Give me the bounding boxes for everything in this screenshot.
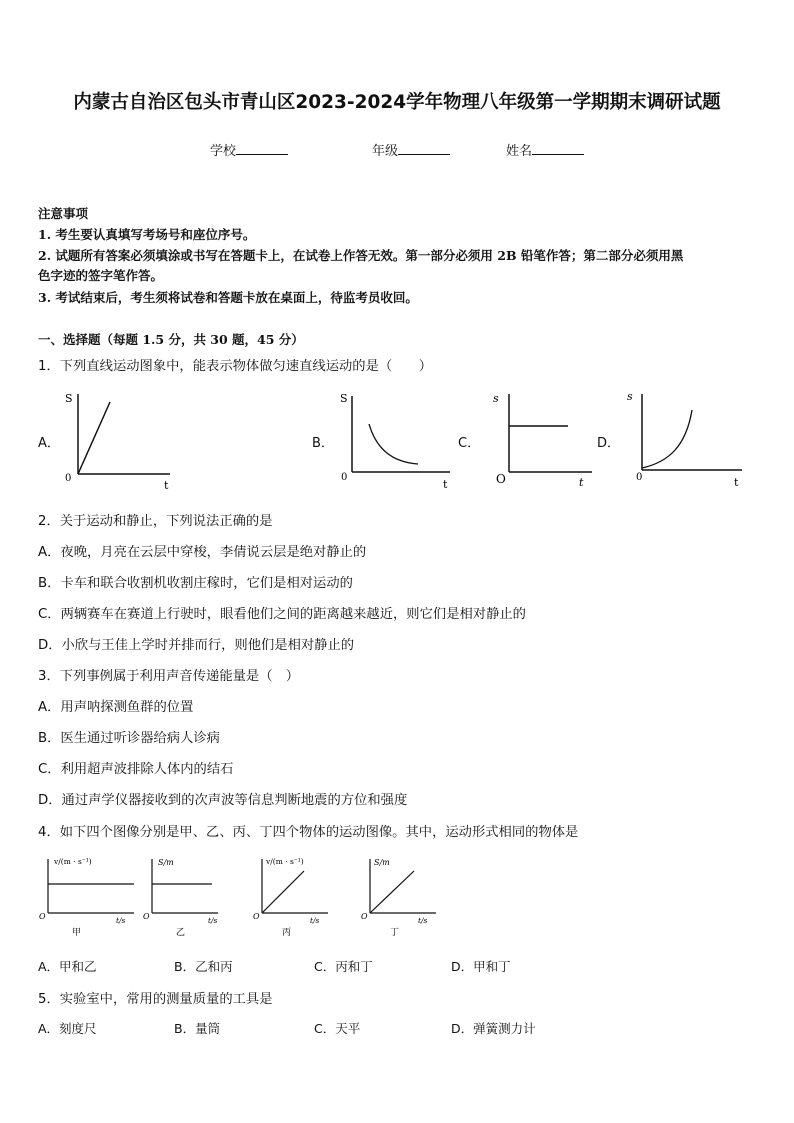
q4-yi-origin: O: [143, 912, 150, 921]
q4-jia-x-label: t/s: [116, 916, 126, 925]
q3-option-a: A．用声呐探测鱼群的位置: [38, 700, 194, 715]
q1-option-d-label: D．: [597, 436, 621, 451]
question-2-stem: 2．关于运动和静止，下列说法正确的是: [38, 514, 273, 529]
question-4-stem: 4．如下四个图像分别是甲、乙、丙、丁四个物体的运动图像。其中，运动形式相同的物体是: [38, 825, 579, 840]
q4-ding-caption: 丁: [390, 928, 400, 938]
q3-option-c: C．利用超声波排除人体内的结石: [38, 762, 234, 777]
q4-bing-caption: 丙: [282, 928, 292, 938]
q4-bing-origin: O: [253, 912, 260, 921]
q1c-x-label: t: [579, 476, 584, 489]
name-field: [506, 140, 584, 159]
question-3-stem: 3．下列事例属于利用声音传递能量是（ ）: [38, 669, 300, 684]
q1b-x-label: t: [443, 478, 448, 491]
q5-option-b: B．量筒: [174, 1021, 221, 1036]
q3-option-d: D．通过声学仪器接收到的次声波等信息判断地震的方位和强度: [38, 793, 408, 808]
q3-option-b: B．医生通过听诊器给病人诊病: [38, 731, 220, 746]
q1-graph-a: [60, 388, 180, 492]
name-blank: [532, 142, 584, 155]
q4-jia-y-label: v/(m · s⁻¹): [54, 857, 92, 866]
q1-graph-b: [336, 388, 456, 492]
name-label: 姓名: [506, 144, 533, 159]
q1a-origin: 0: [65, 473, 72, 484]
page-title: 内蒙古自治区包头市青山区2023-2024学年物理八年级第一学期期末调研试题: [73, 92, 721, 113]
q4-option-a: A．甲和乙: [38, 959, 97, 974]
grade-blank: [398, 142, 450, 155]
q4-ding-origin: O: [361, 912, 368, 921]
q1c-y-label: s: [493, 392, 499, 405]
q1-option-b-label: B．: [312, 436, 334, 451]
q4-graph-ding: [358, 853, 462, 939]
question-5-stem: 5．实验室中，常用的测量质量的工具是: [38, 992, 273, 1007]
q1-graph-c: [490, 386, 600, 490]
q5-option-a: A．刻度尺: [38, 1021, 97, 1036]
q4-option-c: C．丙和丁: [314, 959, 373, 974]
school-blank: [236, 142, 288, 155]
q1-option-a-label: A．: [38, 436, 60, 451]
q4-option-d: D．甲和丁: [451, 959, 511, 974]
note-item: 1. 考生要认真填写考场号和座位序号。: [38, 227, 256, 242]
q4-yi-y-label: S/m: [158, 858, 174, 867]
school-field: [210, 140, 288, 159]
q4-graph-bing: [250, 853, 354, 939]
q4-ding-x-label: t/s: [418, 916, 428, 925]
q4-graph-jia: [36, 853, 140, 939]
q4-jia-origin: O: [39, 912, 46, 921]
q4-yi-x-label: t/s: [208, 916, 218, 925]
q4-jia-caption: 甲: [72, 928, 82, 938]
q1d-origin: 0: [636, 472, 643, 483]
note-item: 色字迹的签字笔作答。: [38, 268, 164, 283]
q1b-origin: 0: [341, 472, 348, 483]
note-item: 2. 试题所有答案必须填涂或书写在答题卡上，在试卷上作答无效。第一部分必须用 2B 铅笔作答；第二部分必须用黑: [38, 248, 684, 263]
school-label: 学校: [210, 144, 237, 159]
grade-label: 年级: [372, 144, 399, 159]
q2-option-b: B．卡车和联合收割机收割庄稼时，它们是相对运动的: [38, 576, 353, 591]
q1a-x-label: t: [164, 479, 169, 492]
q2-option-d: D．小欣与王佳上学时并排而行，则他们是相对静止的: [38, 638, 355, 653]
q4-bing-x-label: t/s: [310, 916, 320, 925]
q4-graph-yi: [140, 853, 244, 939]
q4-bing-y-label: v/(m · s⁻¹): [266, 857, 304, 866]
q1a-y-label: S: [65, 392, 73, 405]
q4-ding-y-label: S/m: [374, 858, 390, 867]
note-item: 3. 考试结束后，考生须将试卷和答题卡放在桌面上，待监考员收回。: [38, 290, 418, 305]
grade-field: [372, 140, 450, 159]
q2-option-a: A．夜晚，月亮在云层中穿梭，李倩说云层是绝对静止的: [38, 545, 367, 560]
q1b-y-label: S: [340, 392, 348, 405]
question-1-stem: 1．下列直线运动图象中，能表示物体做匀速直线运动的是（ ）: [38, 359, 433, 374]
q1-graph-d: [624, 386, 748, 490]
q4-option-b: B．乙和丙: [174, 959, 233, 974]
section-heading: 一、选择题（每题 1.5 分，共 30 题，45 分）: [38, 332, 304, 347]
notes-heading: 注意事项: [38, 206, 89, 221]
q5-option-c: C．天平: [314, 1021, 361, 1036]
q1d-y-label: s: [627, 390, 633, 403]
q1d-x-label: t: [734, 476, 739, 489]
q4-yi-caption: 乙: [176, 928, 186, 938]
q2-option-c: C．两辆赛车在赛道上行驶时，眼看他们之间的距离越来越近，则它们是相对静止的: [38, 607, 526, 622]
q1c-origin: O: [496, 472, 506, 486]
q1-option-c-label: C．: [458, 436, 481, 451]
q5-option-d: D．弹簧测力计: [451, 1021, 536, 1036]
